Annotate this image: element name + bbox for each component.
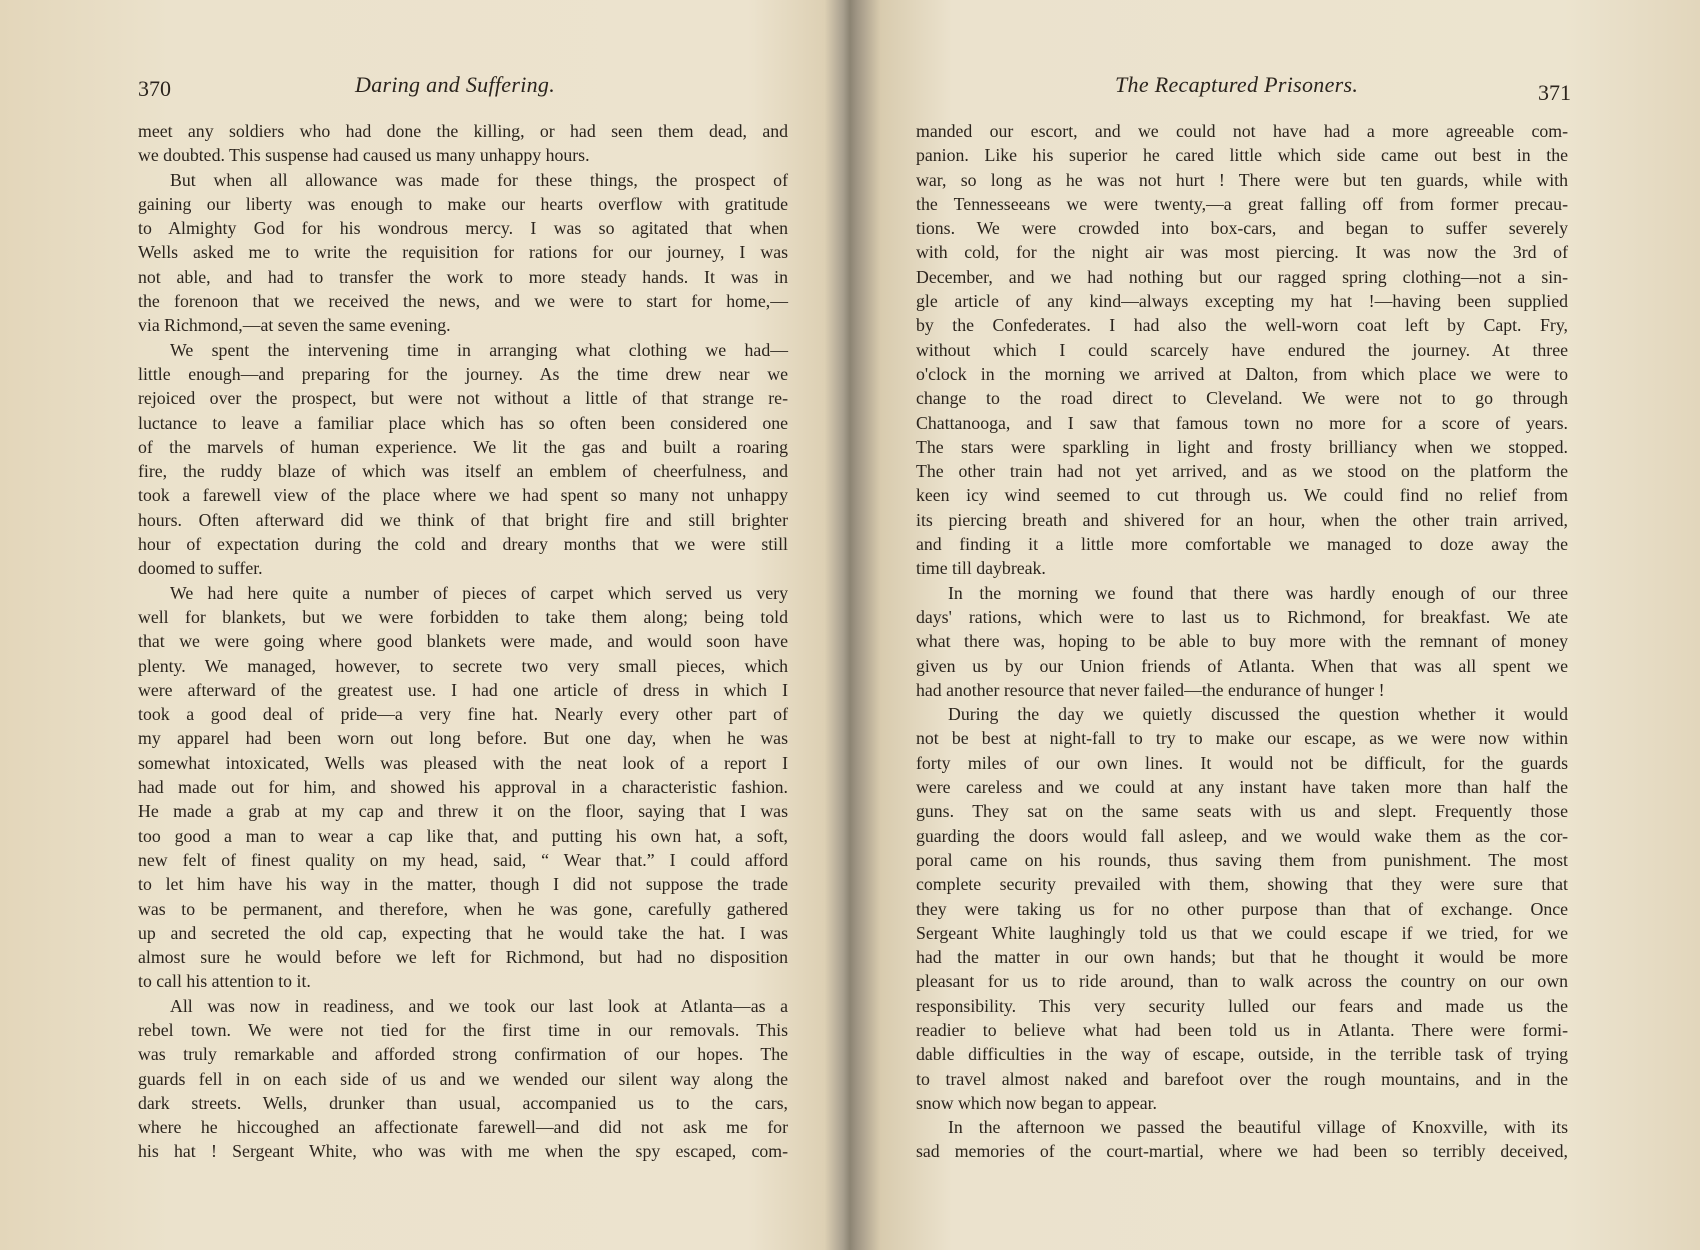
- text-line: not be best at night-fall to try to make our escape, as we were now within: [916, 728, 1568, 749]
- text-line: dark streets. Wells, drunker than usual, accompanied us to the cars,: [138, 1092, 788, 1113]
- text-line: up and secreted the old cap, expecting that he would take the hat. I was: [138, 922, 788, 943]
- text-line: guards fell in on each side of us and we wended our silent way along the: [138, 1068, 788, 1089]
- text-line: rebel town. We were not tied for the first time in our removals. This: [138, 1019, 788, 1040]
- text-line: gle article of any kind—always excepting my hat !—having been supplied: [916, 291, 1568, 312]
- text-line: rejoiced over the prospect, but were not without a little of that strange re-: [138, 388, 788, 409]
- page-body: [916, 119, 1568, 1164]
- text-line: keen icy wind seemed to cut through us. We could find no relief from: [916, 485, 1568, 506]
- text-line: had made out for him, and showed his approval in a characteristic fashion.: [138, 777, 788, 798]
- page-number: 370: [138, 76, 171, 101]
- text-line: the forenoon that we received the news, and we were to start for home,—: [138, 291, 788, 312]
- text-line: forty miles of our own lines. It would not be difficult, for the guards: [916, 752, 1568, 773]
- text-line: too good a man to wear a cap like that, and putting his own hat, a soft,: [138, 825, 788, 846]
- text-line: But when all allowance was made for these things, the prospect of: [170, 169, 788, 190]
- text-line: plenty. We managed, however, to secrete two very small pieces, which: [138, 655, 788, 676]
- text-line: sad memories of the court-martial, where we had been so terribly deceived,: [916, 1141, 1568, 1162]
- page-body: [138, 119, 788, 1164]
- text-line: that we were going where good blankets were made, and would soon have: [138, 631, 788, 652]
- text-line: took a good deal of pride—a very fine hat. Nearly every other part of: [138, 704, 788, 725]
- text-line: war, so long as he was not hurt ! There were but ten guards, while with: [916, 169, 1568, 190]
- text-line: dable difficulties in the way of escape, outside, in the terrible task of trying: [916, 1044, 1568, 1065]
- text-line: December, and we had nothing but our ragged spring clothing—not a sin-: [916, 266, 1568, 287]
- text-line: All was now in readiness, and we took our last look at Atlanta—as a: [170, 995, 788, 1016]
- text-line: doomed to suffer.: [138, 558, 263, 579]
- text-line: During the day we quietly discussed the question whether it would: [948, 704, 1568, 725]
- text-line: the Tennesseeans we were twenty,—a great falling off from former precau-: [916, 193, 1568, 214]
- text-line: meet any soldiers who had done the killing, or had seen them dead, and: [138, 121, 788, 141]
- text-line: we doubted. This suspense had caused us many unhappy hours.: [138, 145, 590, 166]
- text-line: Sergeant White laughingly told us that we could escape if we tried, for we: [916, 922, 1568, 943]
- text-line: new felt of finest quality on my head, said, “ Wear that.” I could afford: [138, 849, 788, 870]
- text-line: with cold, for the night air was most piercing. It was now the 3rd of: [916, 242, 1568, 263]
- text-line: without which I could scarcely have endured the journey. At three: [916, 339, 1568, 360]
- right-page: [850, 0, 1700, 1250]
- text-line: snow which now began to appear.: [916, 1092, 1157, 1113]
- text-line: o'clock in the morning we arrived at Dalton, from which place we were to: [916, 363, 1568, 384]
- text-line: of the marvels of human experience. We lit the gas and built a roaring: [138, 436, 788, 457]
- text-line: almost sure he would before we left for Richmond, but had no disposition: [138, 947, 788, 968]
- text-line: He made a grab at my cap and threw it on the floor, saying that I was: [138, 801, 788, 822]
- text-line: not able, and had to transfer the work to more steady hands. It was in: [138, 266, 788, 287]
- text-line: somewhat intoxicated, Wells was pleased with the neat look of a report I: [138, 752, 788, 773]
- text-line: The other train had not yet arrived, and as we stood on the platform the: [916, 461, 1568, 482]
- text-line: was truly remarkable and afforded strong confirmation of our hopes. The: [138, 1044, 788, 1065]
- text-line: guns. They sat on the same seats with us and slept. Frequently those: [916, 801, 1568, 822]
- text-line: were careless and we could at any instant have taken more than half the: [916, 777, 1568, 798]
- text-line: Chattanooga, and I saw that famous town no more for a score of years.: [916, 412, 1568, 433]
- text-line: Wells asked me to write the requisition for rations for our journey, I was: [138, 242, 788, 263]
- text-line: to Almighty God for his wondrous mercy. I was so agitated that when: [138, 218, 788, 239]
- text-line: complete security prevailed with them, showing that they were sure that: [916, 874, 1568, 895]
- text-line: via Richmond,—at seven the same evening.: [138, 315, 451, 336]
- text-line: tions. We were crowded into box-cars, and began to suffer severely: [916, 218, 1568, 239]
- text-line: were afterward of the greatest use. I had one article of dress in which I: [138, 679, 788, 700]
- text-line: poral came on his rounds, thus saving them from punishment. The most: [916, 849, 1568, 870]
- text-line: days' rations, which were to last us to Richmond, for breakfast. We ate: [916, 606, 1568, 627]
- text-line: The stars were sparkling in light and frosty brilliancy when we stopped.: [916, 436, 1568, 457]
- text-line: had another resource that never failed—the endurance of hunger !: [916, 679, 1385, 700]
- text-line: hour of expectation during the cold and dreary months that we were still: [138, 534, 788, 555]
- text-line: luctance to leave a familiar place which has so often been considered one: [138, 412, 788, 433]
- text-line: to let him have his way in the matter, though I did not suppose the trade: [138, 874, 788, 895]
- text-line: they were taking us for no other purpose than that of exchange. Once: [916, 898, 1568, 919]
- text-line: hours. Often afterward did we think of that bright fire and still brighter: [138, 509, 788, 530]
- text-line: In the afternoon we passed the beautiful village of Knoxville, with its: [948, 1117, 1568, 1138]
- text-line: In the morning we found that there was hardly enough of our three: [948, 582, 1568, 603]
- text-line: gaining our liberty was enough to make our hearts overflow with gratitude: [138, 193, 788, 214]
- page-number: 371: [1538, 80, 1571, 105]
- text-line: responsibility. This very security lulled our fears and made us the: [916, 995, 1568, 1016]
- text-line: took a farewell view of the place where we had spent so many not unhappy: [138, 485, 788, 506]
- text-line: fire, the ruddy blaze of which was itself an emblem of cheerfulness, and: [138, 461, 788, 482]
- text-line: manded our escort, and we could not have had a more agreeable com-: [916, 121, 1568, 141]
- running-head: The Recaptured Prisoners.: [1115, 72, 1359, 97]
- text-line: its piercing breath and shivered for an hour, when the other train arrived,: [916, 509, 1568, 530]
- text-line: by the Confederates. I had also the well-worn coat left by Capt. Fry,: [916, 315, 1568, 336]
- text-line: to call his attention to it.: [138, 971, 311, 992]
- text-line: We spent the intervening time in arranging what clothing we had—: [170, 339, 788, 360]
- text-line: and finding it a little more comfortable we managed to doze away the: [916, 534, 1568, 555]
- text-line: was to be permanent, and therefore, when he was gone, carefully gathered: [138, 898, 788, 919]
- running-head: Daring and Suffering.: [355, 72, 556, 97]
- text-line: his hat ! Sergeant White, who was with me when the spy escaped, com-: [138, 1141, 788, 1162]
- text-line: my apparel had been worn out long before. But one day, when he was: [138, 728, 788, 749]
- text-line: had the matter in our own hands; but that he thought it would be more: [916, 947, 1568, 968]
- text-line: given us by our Union friends of Atlanta. When that was all spent we: [916, 655, 1568, 676]
- text-line: panion. Like his superior he cared little which side came out best in the: [916, 145, 1568, 166]
- text-line: guarding the doors would fall asleep, and we would wake them as the cor-: [916, 825, 1568, 846]
- text-line: well for blankets, but we were forbidden to take them along; being told: [138, 606, 788, 627]
- text-line: readier to believe what had been told us in Atlanta. There were formi-: [916, 1019, 1568, 1040]
- text-line: We had here quite a number of pieces of carpet which served us very: [170, 582, 788, 603]
- text-line: to travel almost naked and barefoot over the rough mountains, and in the: [916, 1068, 1568, 1089]
- text-line: what there was, hoping to be able to buy more with the remnant of money: [916, 631, 1568, 652]
- text-line: little enough—and preparing for the journey. As the time drew near we: [138, 363, 788, 384]
- text-line: pleasant for us to ride around, than to walk across the country on our own: [916, 971, 1568, 992]
- text-line: where he hiccoughed an affectionate farewell—and did not ask me for: [138, 1117, 788, 1138]
- text-line: change to the road direct to Cleveland. We were not to go through: [916, 388, 1568, 409]
- text-line: time till daybreak.: [916, 558, 1046, 579]
